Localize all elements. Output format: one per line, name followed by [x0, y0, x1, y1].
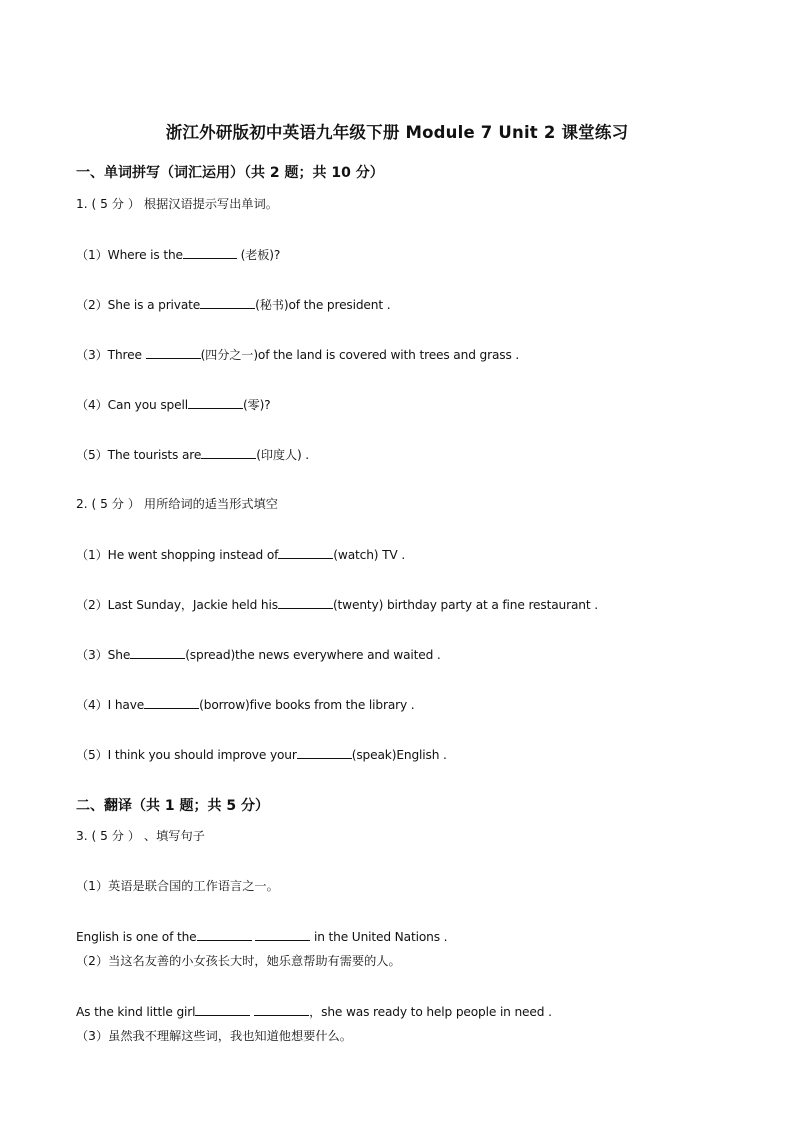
answer-blank[interactable]: [144, 696, 199, 709]
q1-item-1: （1）Where is the (老板)?: [76, 248, 281, 262]
answer-blank[interactable]: [297, 746, 352, 759]
q3-item-2-english: As the kind little girl ，she was ready to help people in need .: [76, 1005, 552, 1019]
answer-blank[interactable]: [200, 296, 255, 309]
answer-blank[interactable]: [197, 928, 252, 941]
section-heading-1: 一、单词拼写（词汇运用）（共 2 题；共 10 分）: [76, 165, 384, 181]
answer-blank[interactable]: [278, 596, 333, 609]
answer-blank[interactable]: [278, 546, 333, 559]
q2-item-5: （5）I think you should improve your (speak)English .: [76, 748, 447, 762]
answer-blank[interactable]: [201, 446, 256, 459]
answer-blank[interactable]: [130, 646, 185, 659]
q1-item-3: （3）Three (四分之一)of the land is covered with trees and grass .: [76, 348, 520, 362]
answer-blank[interactable]: [254, 1003, 309, 1016]
question-1-header: 1. ( 5 分 ） 根据汉语提示写出单词。: [76, 197, 278, 211]
question-3-header: 3. ( 5 分 ） 、填写句子: [76, 829, 205, 843]
q1-item-4: （4）Can you spell (零)?: [76, 398, 271, 412]
q2-item-2: （2）Last Sunday，Jackie held his (twenty) birthday party at a fine restaurant .: [76, 598, 598, 612]
page-title: 浙江外研版初中英语九年级下册 Module 7 Unit 2 课堂练习: [165, 123, 629, 142]
section-heading-2: 二、翻译（共 1 题；共 5 分）: [76, 798, 269, 814]
q2-item-4: （4）I have (borrow)five books from the library .: [76, 698, 415, 712]
answer-blank[interactable]: [183, 246, 237, 259]
answer-blank[interactable]: [255, 928, 310, 941]
q3-item-1-english: English is one of the in the United Nations .: [76, 930, 448, 944]
q1-item-5: （5）The tourists are (印度人) .: [76, 448, 310, 462]
answer-blank[interactable]: [195, 1003, 250, 1016]
question-2-header: 2. ( 5 分 ） 用所给词的适当形式填空: [76, 497, 278, 511]
q2-item-1: （1）He went shopping instead of (watch) TV .: [76, 548, 406, 562]
answer-blank[interactable]: [188, 396, 243, 409]
answer-blank[interactable]: [146, 346, 201, 359]
q3-item-1-chinese: （1）英语是联合国的工作语言之一。: [76, 879, 279, 893]
q3-item-3-chinese: （3）虽然我不理解这些词，我也知道他想要什么。: [76, 1029, 352, 1043]
q3-item-2-chinese: （2）当这名友善的小女孩长大时，她乐意帮助有需要的人。: [76, 954, 401, 968]
q2-item-3: （3）She (spread)the news everywhere and waited .: [76, 648, 441, 662]
q1-item-2: （2）She is a private (秘书)of the president .: [76, 298, 391, 312]
